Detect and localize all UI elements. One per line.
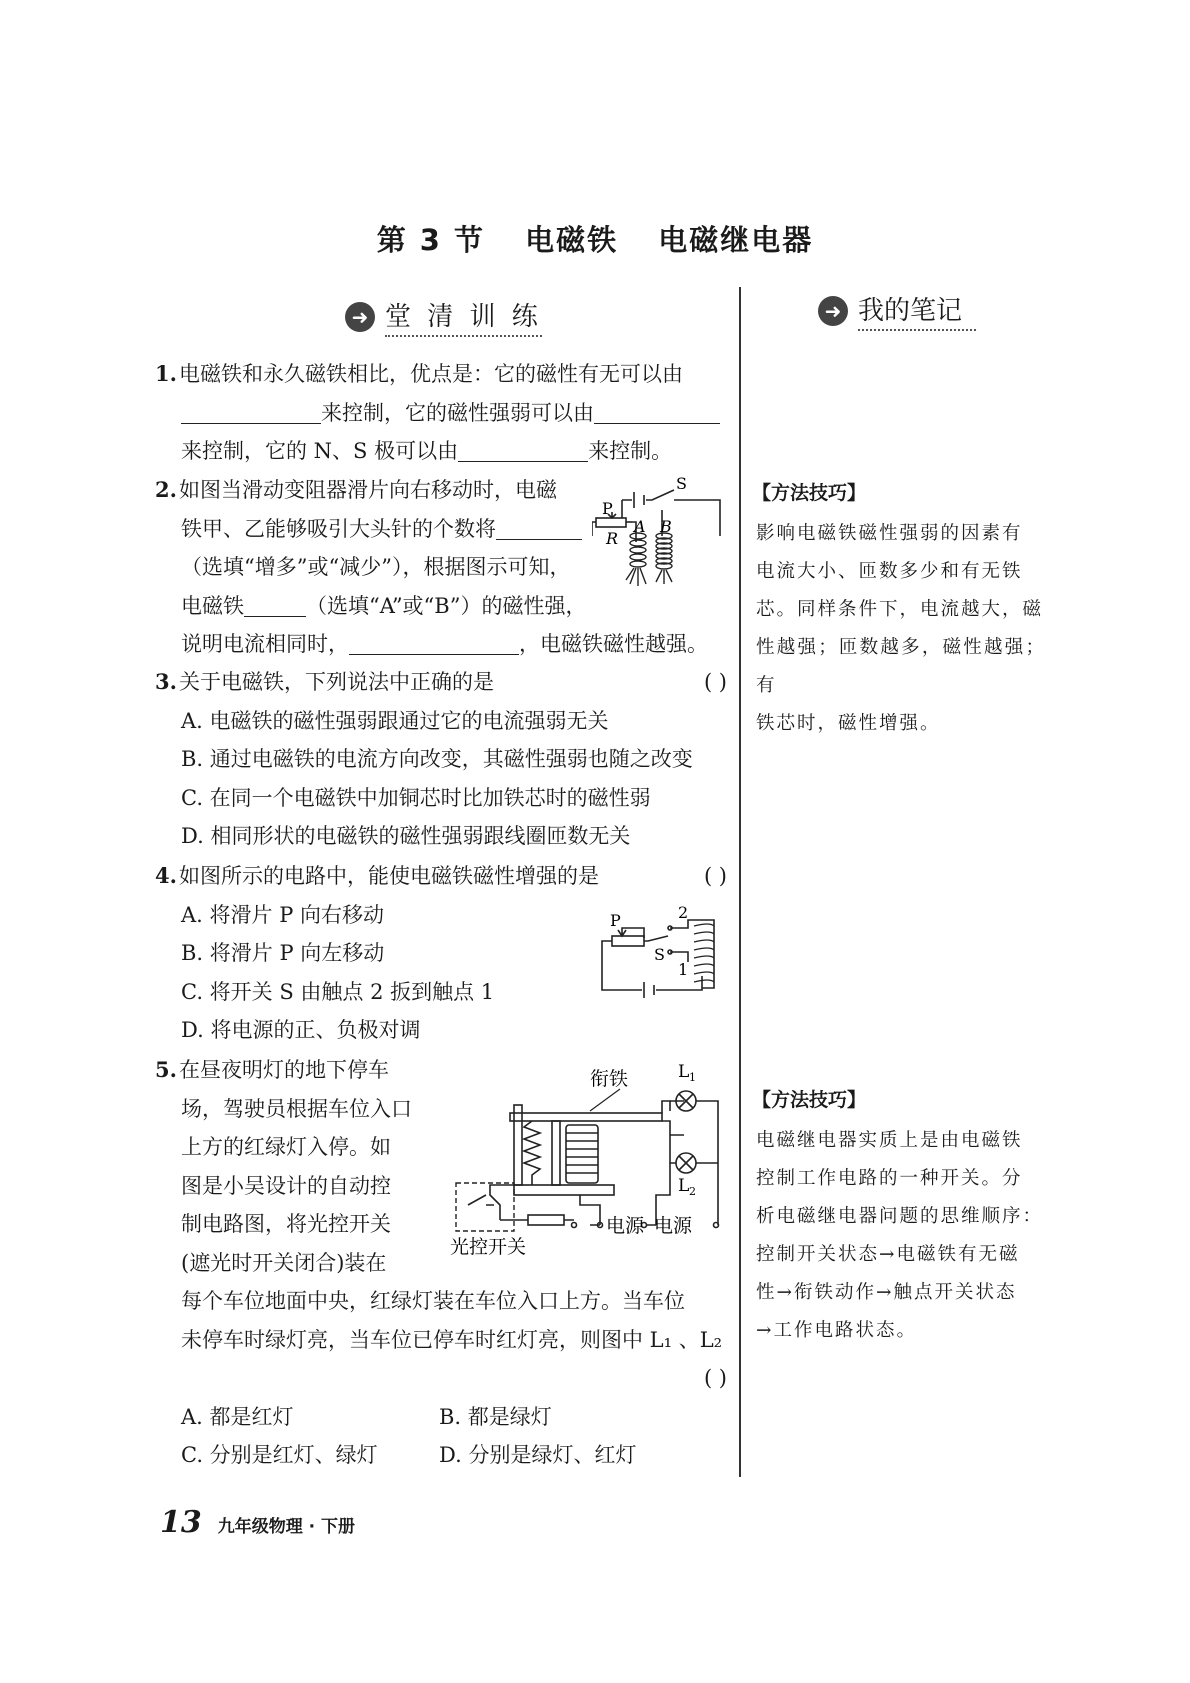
label-power-work: 电源 xyxy=(654,1215,693,1237)
section-header-notes xyxy=(818,290,976,331)
answer-paren[interactable]: ( ) xyxy=(703,1366,727,1390)
label-coil-a: A xyxy=(634,517,646,536)
option-c: C. 分别是红灯、绿灯 xyxy=(181,1443,378,1467)
arrow-right-circle-icon: ➜ xyxy=(345,302,375,332)
question-2: 2.如图当滑动变阻器滑片向右移动时，电磁 铁甲、乙能够吸引大头针的个数将 （选填“增多”或“减少”），根据图示可知， 电磁铁 （选填“A”或“B”）的磁性强， 说明电流相同时， ，电磁铁磁性越强。 xyxy=(155,477,708,656)
tip-title-1: 【方法技巧】 xyxy=(752,482,867,504)
answer-blank[interactable] xyxy=(244,592,306,617)
option-b: B. 将滑片 P 向左移动 xyxy=(181,941,385,965)
tip-body-2: 电磁继电器实质上是由电磁铁 控制工作电路的一种开关。分 析电磁继电器问题的思维顺序： 控制开关状态→电磁铁有无磁 性→衔铁动作→触点开关状态 →工作电路状态。 xyxy=(756,1130,1044,1341)
answer-blank[interactable] xyxy=(458,437,588,462)
q5-relay-circuit-diagram xyxy=(450,1055,730,1280)
option-c: C. 将开关 S 由触点 2 扳到触点 1 xyxy=(181,979,495,1004)
answer-paren[interactable]: ( ) xyxy=(703,670,727,694)
q4-circuit-diagram xyxy=(598,900,728,1000)
label-switch-s: S xyxy=(676,476,687,493)
section-header-practice xyxy=(345,296,542,337)
light-switch-box xyxy=(456,1183,514,1231)
option-a: A. 电磁铁的磁性强弱跟通过它的电流强弱无关 xyxy=(181,708,609,733)
option-d: D. 分别是绿灯、红灯 xyxy=(439,1443,637,1467)
label-lamp-l1: L xyxy=(678,1062,690,1082)
title-section-number: 第 3 节 xyxy=(376,223,486,257)
label-armature: 衔铁 xyxy=(590,1068,629,1090)
answer-blank[interactable] xyxy=(349,630,519,655)
label-slider-p: P xyxy=(602,499,613,518)
question-1: 1.电磁铁和永久磁铁相比，优点是：它的磁性有无可以由 来控制，它的磁性强弱可以由 来控制，它的 N、S 极可以由 来控制。 xyxy=(155,355,727,471)
option-a: A. 都是红灯 xyxy=(181,1404,294,1429)
label-power-control: 电源 xyxy=(606,1215,645,1237)
label-light-switch: 光控开关 xyxy=(450,1236,527,1258)
answer-paren[interactable]: ( ) xyxy=(703,864,727,888)
electromagnet-coil xyxy=(694,924,714,982)
answer-blank[interactable] xyxy=(181,399,321,424)
section-title-practice: 堂 清 训 练 xyxy=(385,296,542,337)
option-a: A. 将滑片 P 向右移动 xyxy=(181,902,384,927)
page-title xyxy=(0,218,1190,259)
answer-blank[interactable] xyxy=(496,515,582,540)
option-d: D. 将电源的正、负极对调 xyxy=(181,1018,421,1042)
section-title-notes: 我的笔记 xyxy=(858,290,976,331)
page-footer xyxy=(160,1505,355,1540)
option-b: B. 都是绿灯 xyxy=(439,1404,552,1429)
arrow-right-circle-icon: ➜ xyxy=(818,296,848,326)
coil-b xyxy=(656,533,672,584)
label-contact-1: 1 xyxy=(678,960,689,979)
question-3: 3.关于电磁铁，下列说法中正确的是 ( ) A. 电磁铁的磁性强弱跟通过它的电流强弱无关 B. 通过电磁铁的电流方向改变，其磁性强弱也随之改变 C. 在同一个电磁铁中加铜芯时比加铁芯时的磁性弱 D. 相同形状的电磁铁的磁性强弱跟线圈匝数无关 xyxy=(155,663,727,856)
title-topic-1: 电磁铁 xyxy=(525,223,619,257)
label-resistor-r: R xyxy=(606,529,619,548)
book-title: 九年级物理 · 下册 xyxy=(217,1517,356,1537)
label-lamp-l2: L xyxy=(678,1176,690,1196)
tip-body-1: 影响电磁铁磁性强弱的因素有 电流大小、匝数多少和有无铁 芯。同样条件下，电流越大，磁 性越强；匝数越多，磁性越强；有 铁芯时，磁性增强。 xyxy=(756,523,1046,734)
svg-text:1: 1 xyxy=(689,1071,696,1084)
question-5: 5.在昼夜明灯的地下停车 场，驾驶员根据车位入口 上方的红绿灯入停。如 图是小吴设计的自动控 制电路图，将光控开关 (遮光时开关闭合)装在 每个车位地面中央，红绿灯装在车位入口上方。当车位 未停车时绿灯亮，当车位已停车时红灯亮，则图中 L₁ 、L₂ ( ) A. 都是红灯 B. 都是绿灯 C. 分别是红灯、绿灯 D. 分别是绿灯、红灯 xyxy=(155,1051,727,1475)
question-4: 4.如图所示的电路中，能使电磁铁磁性增强的是 ( ) A. 将滑片 P 向右移动 B. 将滑片 P 向左移动 C. 将开关 S 由触点 2 扳到触点 1 D. 将电源的正、负极对调 xyxy=(155,857,727,1050)
answer-blank[interactable] xyxy=(594,399,720,424)
label-contact-2: 2 xyxy=(678,903,689,922)
label-switch-s: S xyxy=(654,945,665,964)
tip-title-2: 【方法技巧】 xyxy=(752,1089,867,1111)
option-b: B. 通过电磁铁的电流方向改变，其磁性强弱也随之改变 xyxy=(181,747,693,771)
title-topic-2: 电磁继电器 xyxy=(658,223,814,257)
label-slider-p: P xyxy=(610,911,621,930)
svg-text:2: 2 xyxy=(689,1185,696,1198)
column-divider xyxy=(739,287,741,1477)
q2-circuit-diagram xyxy=(592,476,732,606)
option-c: C. 在同一个电磁铁中加铜芯时比加铁芯时的磁性弱 xyxy=(181,785,651,810)
page-number: 13 xyxy=(160,1505,202,1540)
option-d: D. 相同形状的电磁铁的磁性强弱跟线圈匝数无关 xyxy=(181,824,631,848)
label-coil-b: B xyxy=(660,517,672,536)
